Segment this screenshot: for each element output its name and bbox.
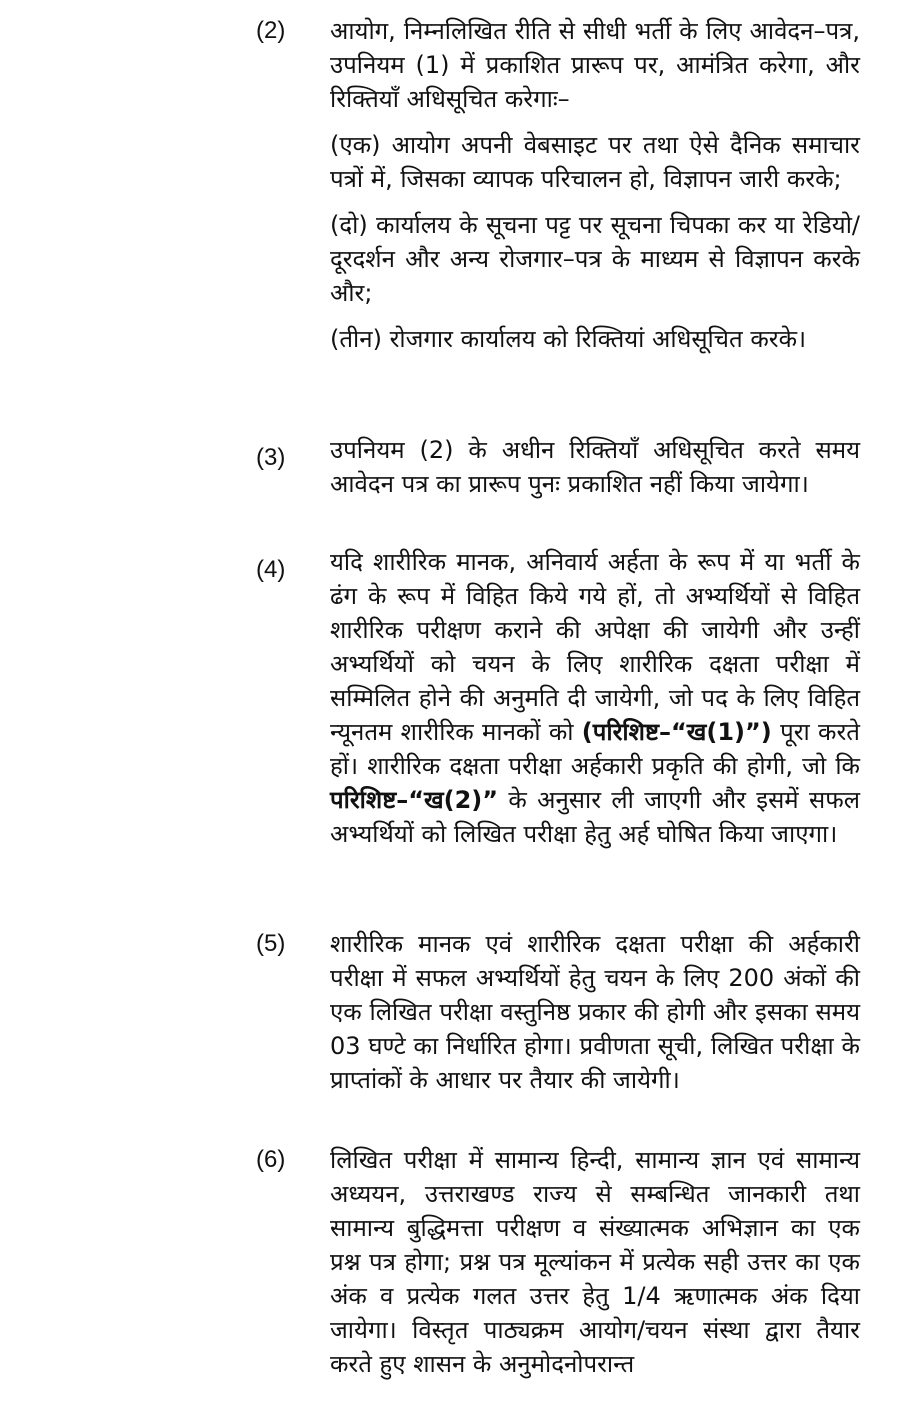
clause-text bbox=[330, 545, 860, 851]
clause-6 bbox=[256, 1143, 860, 1393]
sub-clause-do: (दो) कार्यालय के सूचना पट्ट पर सूचना चिपका कर या रेडियो/दूरदर्शन और अन्य रोजगार–पत्र के माध्यम से विज्ञापन करके और; bbox=[330, 211, 860, 307]
clause-number: (5) bbox=[256, 930, 286, 957]
clause-text: आयोग, निम्नलिखित रीति से सीधी भर्ती के लिए आवेदन–पत्र, उपनियम (1) में प्रकाशित प्रारूप पर, आमंत्रित करेगा, और रिक्तियाँ अधिसूचित करेगाः– bbox=[330, 17, 860, 113]
clause-4 bbox=[256, 545, 860, 863]
clause-number: (3) bbox=[256, 444, 286, 471]
clause-number: (2) bbox=[256, 17, 286, 44]
appendix-reference: परिशिष्ट–“ख(2)” bbox=[330, 786, 499, 814]
sub-clause-teen: (तीन) रोजगार कार्यालय को रिक्तियां अधिसूचित करके। bbox=[330, 325, 807, 353]
clause-3 bbox=[256, 433, 860, 513]
clause-text-part: यदि शारीरिक मानक, अनिवार्य अर्हता के रूप में या भर्ती के ढंग के रूप में विहित किये गये हों, तो अभ्यर्थियों से विहित शारीरिक परीक्षण कराने की अपेक्षा की जायेगी और उन्हीं अभ्यर्थियों को चयन के लिए शारीरिक दक्षता परीक्षा में सम्मिलित होने की अनुमति दी जायेगी, जो पद के लिए विहित न्यूनतम शारीरिक मानकों को bbox=[330, 548, 860, 746]
clause-number: (4) bbox=[256, 556, 286, 583]
clause-text-part: के अनुसार ली जाएगी और इसमें सफल अभ्यर्थियों को लिखित परीक्षा हेतु अर्ह घोषित किया जाएगा। bbox=[330, 786, 860, 848]
clause-5 bbox=[256, 927, 860, 1109]
clause-2 bbox=[256, 14, 860, 368]
clause-text: लिखित परीक्षा में सामान्य हिन्दी, सामान्य ज्ञान एवं सामान्य अध्ययन, उत्तराखण्ड राज्य से सम्बन्धित जानकारी तथा सामान्य बुद्धिमत्ता परीक्षण व संख्यात्मक अभिज्ञान का एक प्रश्न पत्र होगा; प्रश्न पत्र मूल्यांकन में प्रत्येक सही उत्तर का एक अंक व प्रत्येक गलत उत्तर हेतु 1/4 ऋणात्मक अंक दिया जायेगा। विस्तृत पाठ्यक्रम आयोग/चयन संस्था द्वारा तैयार करते हुए शासन के अनुमोदनोपरान्त bbox=[330, 1146, 860, 1378]
clause-text: उपनियम (2) के अधीन रिक्तियाँ अधिसूचित करते समय आवेदन पत्र का प्रारूप पुनः प्रकाशित नहीं किया जायेगा। bbox=[330, 436, 860, 498]
sub-clause-ek: (एक) आयोग अपनी वेबसाइट पर तथा ऐसे दैनिक समाचार पत्रों में, जिसका व्यापक परिचालन हो, विज्ञापन जारी करके; bbox=[330, 131, 860, 193]
clause-text-part: पूरा करते हों। शारीरिक दक्षता परीक्षा अर्हकारी प्रकृति की होगी, जो कि bbox=[330, 718, 860, 780]
clause-text: शारीरिक मानक एवं शारीरिक दक्षता परीक्षा की अर्हकारी परीक्षा में सफल अभ्यर्थियों हेतु चयन के लिए 200 अंकों की एक लिखित परीक्षा वस्तुनिष्ठ प्रकार की होगी और इसका समय 03 घण्टे का निर्धारित होगा। प्रवीणता सूची, लिखित परीक्षा के प्राप्तांकों के आधार पर तैयार की जायेगी। bbox=[330, 930, 860, 1094]
clause-number: (6) bbox=[256, 1146, 286, 1173]
appendix-reference: (परिशिष्ट–“ख(1)”) bbox=[581, 718, 772, 746]
